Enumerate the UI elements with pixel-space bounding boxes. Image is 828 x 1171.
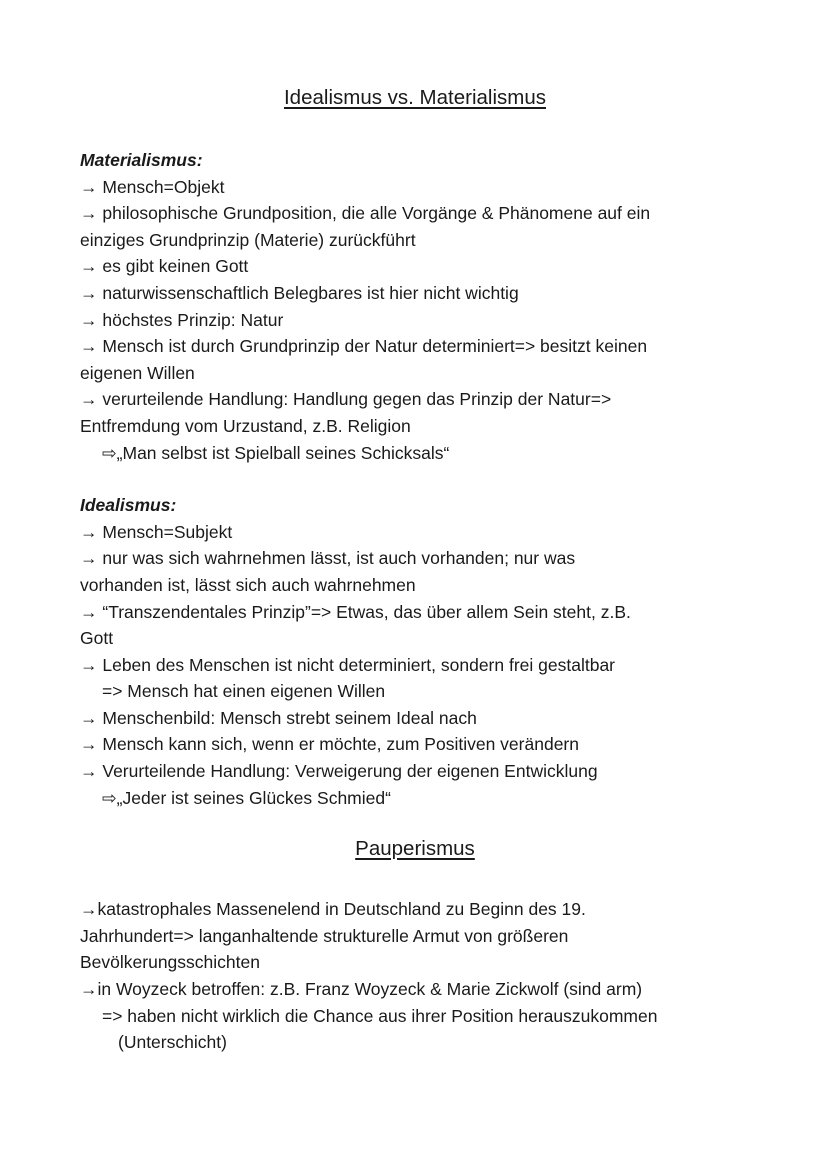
text-line: → Menschenbild: Mensch strebt seinem Ideal nach: [80, 707, 477, 728]
text-line: Entfremdung vom Urzustand, z.B. Religion: [80, 415, 411, 436]
text-line: eigenen Willen: [80, 362, 195, 383]
text-line: Gott: [80, 628, 114, 649]
text-line: → Verurteilende Handlung: Verweigerung der eigenen Entwicklung: [80, 761, 598, 782]
text-line: vorhanden ist, lässt sich auch wahrnehmen: [80, 574, 416, 595]
text-line: → Mensch=Subjekt: [80, 521, 233, 542]
text-line: → höchstes Prinzip: Natur: [80, 309, 284, 330]
text-line: → verurteilende Handlung: Handlung gegen das Prinzip der Natur=>: [80, 389, 612, 410]
text-line: einziges Grundprinzip (Materie) zurückführt: [80, 229, 416, 250]
text-line: => Mensch hat einen eigenen Willen: [102, 681, 386, 702]
text-line: →in Woyzeck betroffen: z.B. Franz Woyzeck & Marie Zickwolf (sind arm): [80, 979, 643, 1000]
text-line: → es gibt keinen Gott: [80, 256, 249, 277]
text-line: Bevölkerungsschichten: [80, 952, 260, 973]
title-idealismus-vs-materialismus: [80, 84, 750, 111]
title-text: Idealismus vs. Materialismus: [283, 86, 546, 109]
text-line: → Mensch ist durch Grundprinzip der Natur determiniert=> besitzt keinen: [80, 336, 648, 357]
text-line: → philosophische Grundposition, die alle Vorgänge & Phänomene auf ein: [80, 203, 651, 224]
heading-idealismus: Idealismus:: [80, 495, 177, 516]
text-line: → “Transzendentales Prinzip”=> Etwas, das über allem Sein steht, z.B.: [80, 601, 631, 622]
doc-root: [80, 84, 750, 1056]
text-line: ⇨„Man selbst ist Spielball seines Schicksals“: [102, 442, 450, 463]
text-line: (Unterschicht): [118, 1032, 227, 1053]
text-line: ⇨„Jeder ist seines Glückes Schmied“: [102, 787, 391, 808]
text-line: Jahrhundert=> langanhaltende strukturelle Armut von größeren: [80, 925, 569, 946]
text-line: → Mensch=Objekt: [80, 176, 225, 197]
text-line: => haben nicht wirklich die Chance aus ihrer Position herauszukommen: [102, 1005, 658, 1026]
text-line: → Leben des Menschen ist nicht determiniert, sondern frei gestaltbar: [80, 654, 616, 675]
heading-materialismus: Materialismus:: [80, 150, 203, 170]
title-text: Pauperismus: [355, 837, 475, 861]
title-pauperismus: [80, 835, 750, 862]
text-line: → nur was sich wahrnehmen lässt, ist auch vorhanden; nur was: [80, 548, 576, 569]
text-line: → Mensch kann sich, wenn er möchte, zum Positiven verändern: [80, 734, 579, 755]
text-line: →katastrophales Massenelend in Deutschland zu Beginn des 19.: [80, 899, 586, 920]
text-line: → naturwissenschaftlich Belegbares ist hier nicht wichtig: [80, 282, 519, 303]
